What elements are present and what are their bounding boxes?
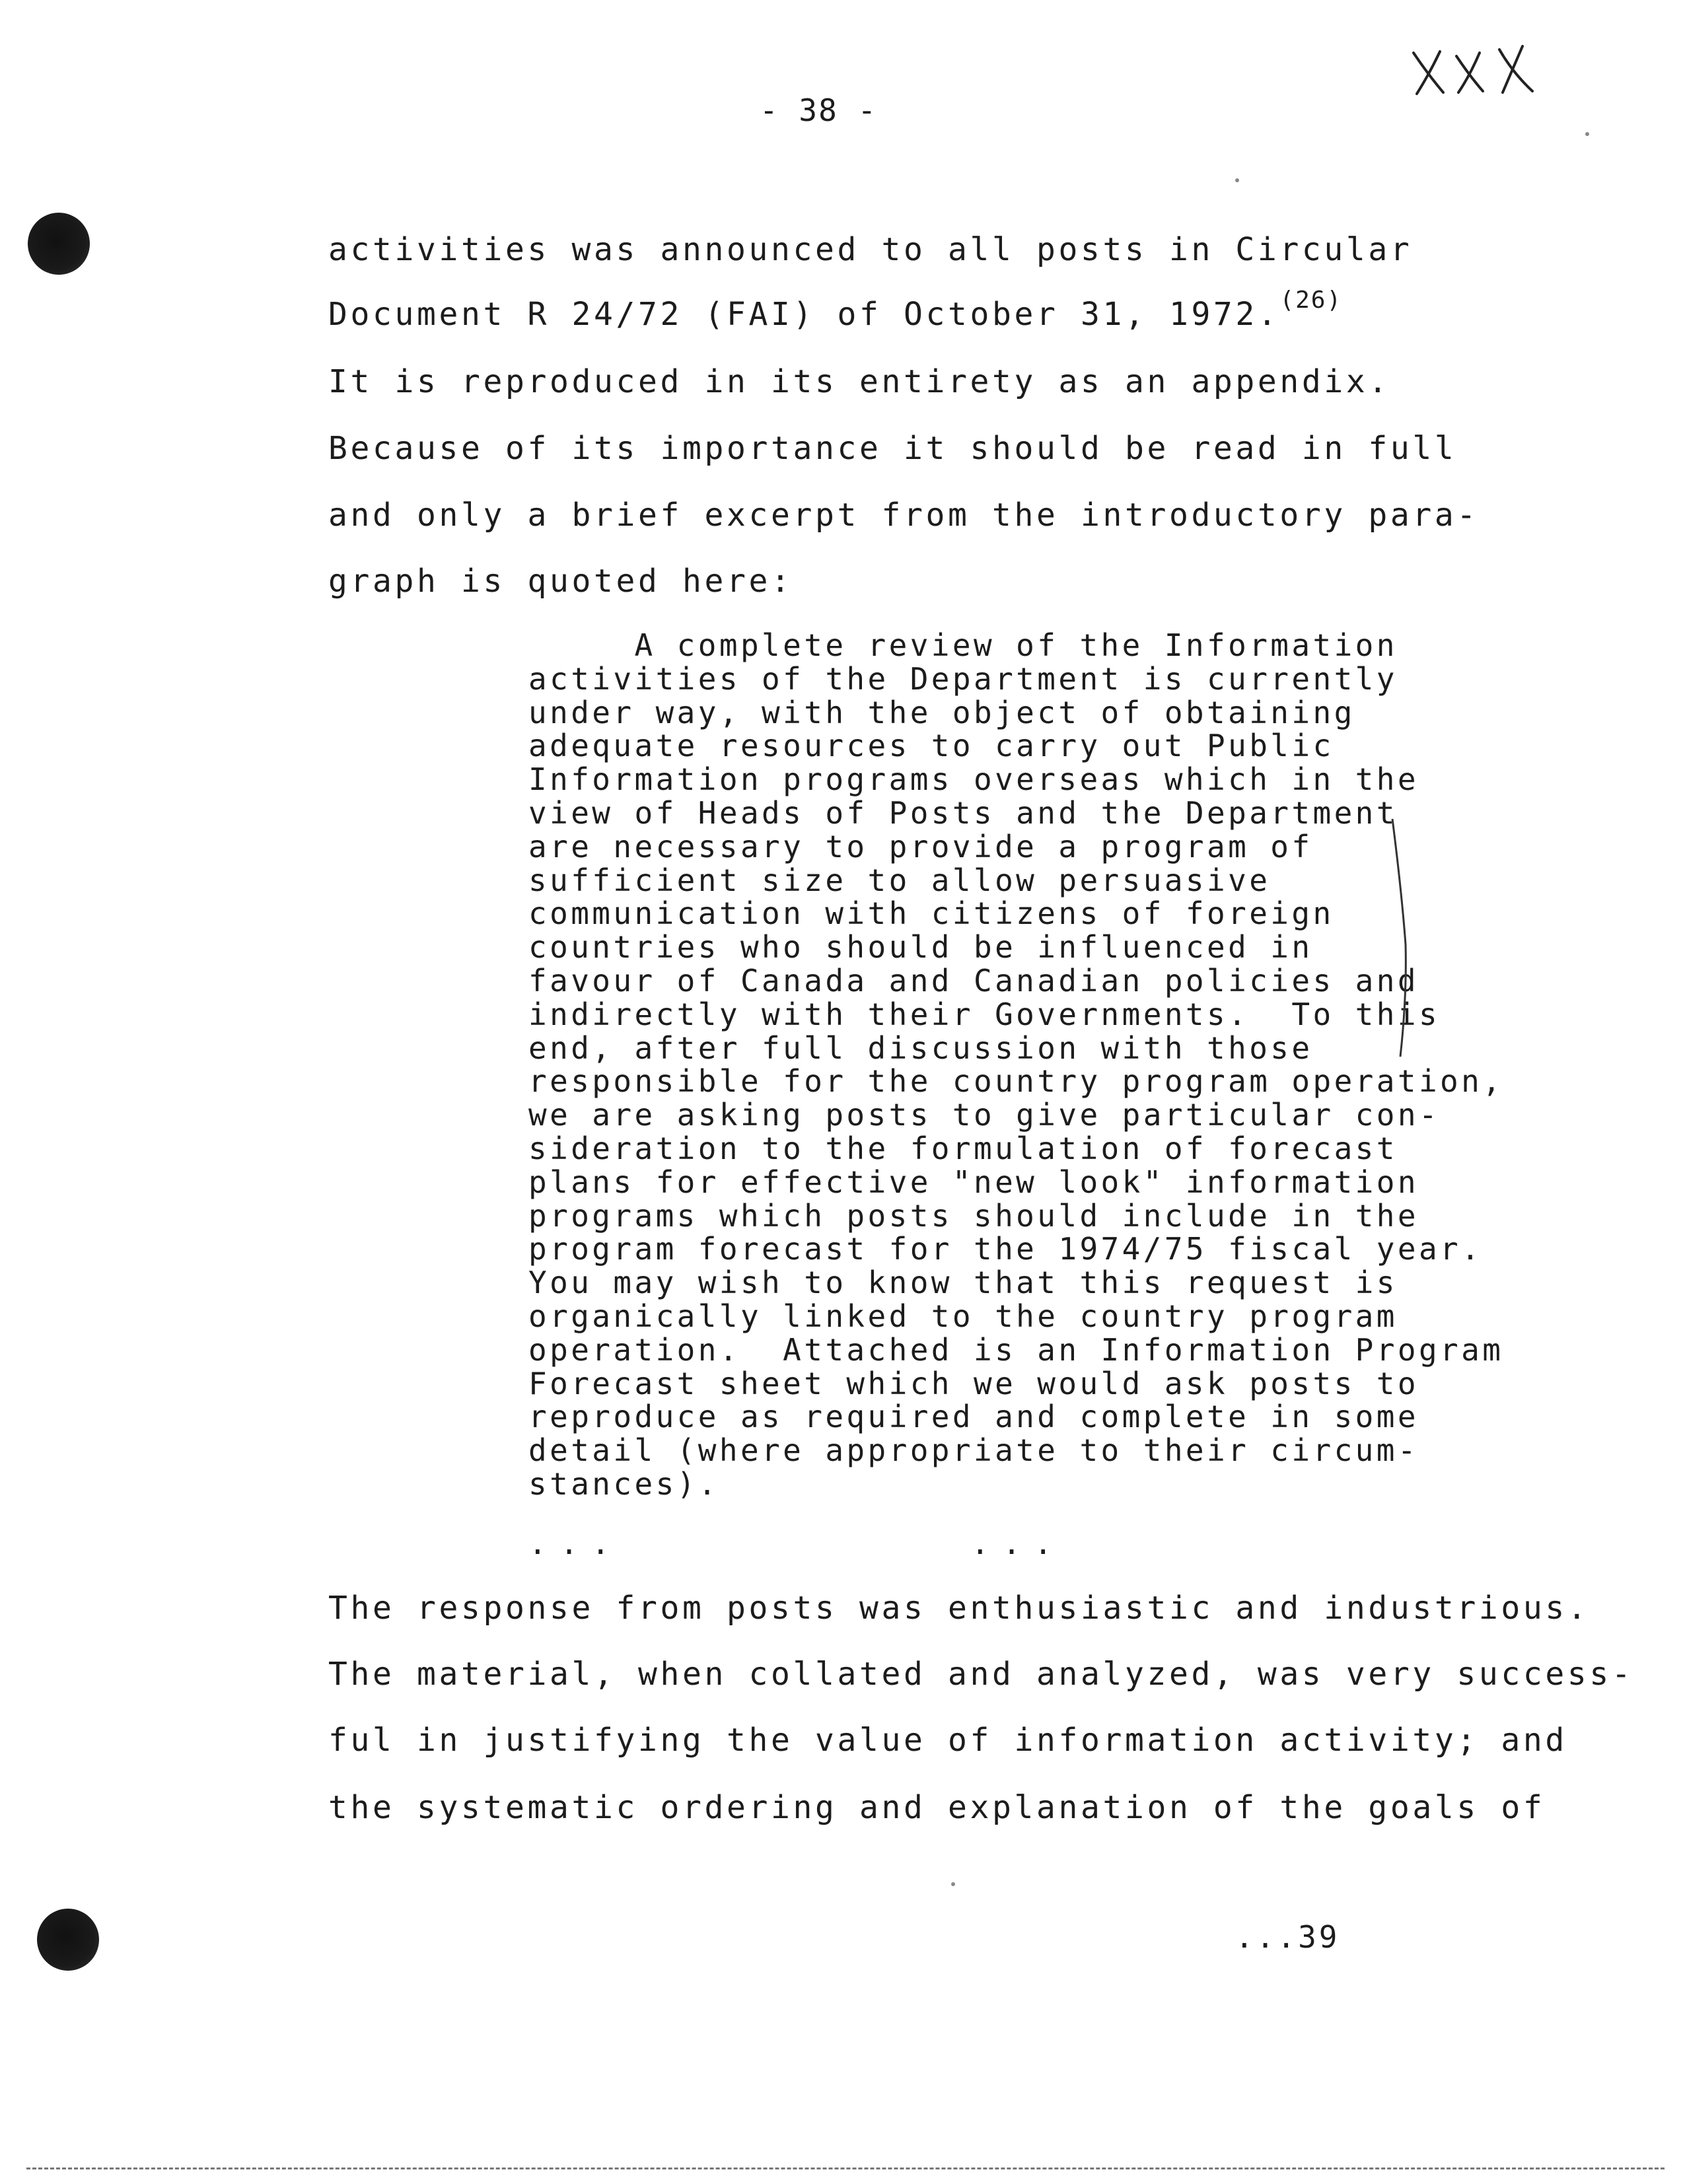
quote-line: plans for effective "new look" information: [528, 1164, 1419, 1200]
footnote-reference: (26): [1279, 287, 1343, 314]
scan-bottom-edge: [26, 2167, 1665, 2172]
quote-line: communication with citizens of foreign: [528, 896, 1334, 932]
scan-speck: [951, 1882, 955, 1886]
quote-line: stances).: [528, 1465, 719, 1502]
intro-line-2: [328, 287, 1343, 337]
quote-line: favour of Canada and Canadian policies and: [528, 962, 1419, 999]
page-number: - 38 -: [760, 92, 878, 128]
closing-line-1: The response from posts was enthusiastic and industrious.: [328, 1590, 1590, 1627]
punch-hole-bottom: [37, 1909, 99, 1971]
quote-line: You may wish to know that this request is: [528, 1265, 1398, 1301]
quote-line: sufficient size to allow persuasive: [528, 862, 1271, 898]
quote-line: view of Heads of Posts and the Department: [528, 794, 1398, 831]
scan-speck: [1585, 132, 1589, 136]
quote-line: programs which posts should include in the: [528, 1197, 1419, 1234]
closing-line-4: the systematic ordering and explanation of the goals of: [328, 1789, 1546, 1826]
quote-line: indirectly with their Governments. To this: [528, 996, 1441, 1032]
closing-line-2: The material, when collated and analyzed, was very success-: [328, 1656, 1634, 1693]
quote-line: sideration to the formulation of forecast: [528, 1130, 1398, 1166]
quote-line: Forecast sheet which we would ask posts to: [528, 1365, 1419, 1401]
quote-line: reproduce as required and complete in some: [528, 1399, 1419, 1435]
intro-line-1: activities was announced to all posts in Circular: [328, 231, 1413, 268]
quote-line: operation. Attached is an Information Program: [528, 1331, 1504, 1368]
intro-line-4: Because of its importance it should be read in full: [328, 430, 1457, 467]
ellipsis-right: ...: [971, 1526, 1066, 1561]
quote-line: countries who should be influenced in: [528, 929, 1313, 966]
block-quote: [528, 627, 1504, 1502]
quote-line: detail (where appropriate to their circum-: [528, 1432, 1419, 1469]
quote-line: adequate resources to carry out Public: [528, 728, 1334, 764]
margin-bracket-mark: [1387, 812, 1414, 1063]
quote-line: we are asking posts to give particular con-: [528, 1097, 1441, 1133]
closing-line-3: ful in justifying the value of information activity; and: [328, 1722, 1567, 1759]
handwritten-xxx-mark: [1407, 40, 1546, 99]
continuation-marker: ...39: [1235, 1919, 1340, 1955]
intro-line-5: and only a brief excerpt from the introductory para-: [328, 497, 1479, 534]
quote-line: organically linked to the country program: [528, 1298, 1398, 1334]
quote-line: are necessary to provide a program of: [528, 828, 1313, 864]
quote-line: activities of the Department is currently: [528, 660, 1398, 697]
quote-line: responsible for the country program operation,: [528, 1063, 1504, 1100]
ellipsis-left: ...: [528, 1526, 624, 1561]
quote-line: Information programs overseas which in the: [528, 761, 1419, 798]
quote-line: A complete review of the Information: [528, 627, 1398, 663]
intro-line-3: It is reproduced in its entirety as an appendix.: [328, 363, 1390, 400]
intro-line-2-text: Document R 24/72 (FAI) of October 31, 1972.: [328, 296, 1280, 333]
quote-line: end, after full discussion with those: [528, 1030, 1313, 1066]
quote-line: under way, with the object of obtaining: [528, 694, 1355, 730]
intro-line-6: graph is quoted here:: [328, 563, 793, 600]
quote-line: program forecast for the 1974/75 fiscal year.: [528, 1231, 1483, 1267]
punch-hole-top: [28, 213, 90, 275]
scan-speck: [1235, 178, 1239, 182]
